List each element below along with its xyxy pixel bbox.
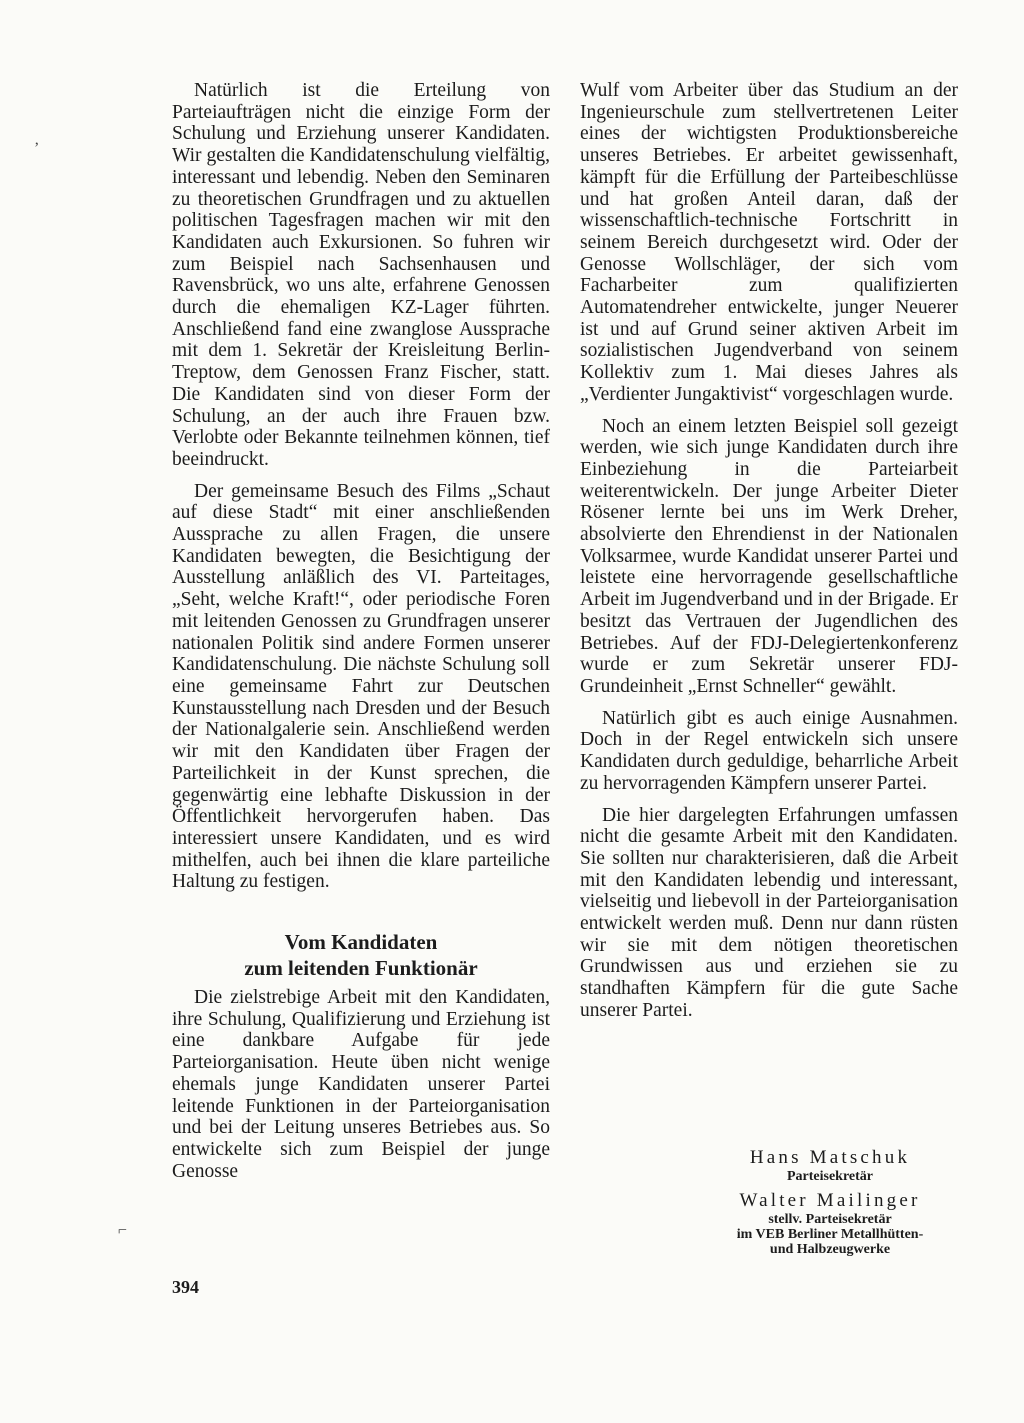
section-heading-line: zum leitenden Funktionär [244,956,478,981]
paragraph: Natürlich ist die Erteilung von Parteiaufträgen nicht die einzige Form der Schulung und Erziehung unserer Kandidaten. Wir gestalten die Kandidatenschulung vielfältig, interessant und lebendig. Neben den Seminaren zu theoretischen Grundfragen und zu aktuellen politischen Tagesfragen machen wir mit den Kandidaten auch Exkursionen. So fuhren wir zum Beispiel nach Sachsenhausen und Ravensbrück, wo uns alte, erfahrene Genossen durch die ehemaligen KZ-Lager führten. Anschließend fand eine zwanglose Aussprache mit dem 1. Sekretär der Kreisleitung Berlin-Treptow, dem Genossen Franz Fischer, statt. Die Kandidaten sind von dieser Form der Schulung, an der auch ihre Frauen bzw. Verlobte oder Bekannte teilnehmen können, tief beeindruckt. [172,80,550,470]
paragraph: Die hier dargelegten Erfahrungen umfassen nicht die gesamte Arbeit mit den Kandidaten. Sie sollten nur charakterisieren, daß die Arbeit mit den Kandidaten lebendig und interessant, vielseitig und liebevoll in der Parteiorganisation entwickelt werden muß. Denn nur dann rüsten wir sie mit dem nötigen theoretischen Grundwissen aus und erziehen sie zu standhaften Kämpfern für die gute Sache unserer Partei. [580,804,958,1021]
signatory-affiliation: und Halbzeugwerke [769,1242,891,1257]
page-number: 394 [172,1277,199,1297]
signatory-role: stellv. Parteisekretär [768,1212,892,1227]
signatory-name: Hans Matschuk [749,1147,911,1168]
paragraph: Natürlich gibt es auch einige Ausnahmen. Doch in der Regel entwickeln sich unsere Kandidaten durch geduldige, beharrliche Arbeit zu hervorragenden Kämpfern unserer Partei. [580,707,958,794]
section-heading-line: Vom Kandidaten [284,930,438,955]
left-column [172,80,550,1192]
signatory-role: Parteisekretär [786,1169,874,1184]
scan-mark: ʼ [34,140,40,157]
section-heading [172,929,550,981]
scan-mark: ⌐ [118,1222,128,1239]
paragraph: Die zielstrebige Arbeit mit den Kandidaten, ihre Schulung, Qualifizierung und Erziehung ist eine dankbare Aufgabe für jede Parteiorganisation. Heute üben nicht wenige ehemals junge Kandidaten unserer Partei leitende Funktionen in der Parteiorganisation und bei der Leitung unseres Betriebes aus. So entwickelte sich zum Beispiel der junge Genosse [172,987,550,1182]
signatory-affiliation: im VEB Berliner Metallhütten- [736,1227,924,1242]
signatory-name: Walter Mailinger [739,1190,921,1211]
paragraph: Der gemeinsame Besuch des Films „Schaut auf diese Stadt“ mit einer anschließenden Aussprache zu allen Fragen, die unsere Kandidaten bewegten, die Besichtigung der Ausstellung anläßlich des VI. Parteitages, „Seht, welche Kraft!“, oder periodische Foren mit leitenden Genossen zu Grundfragen unserer nationalen Politik sind andere Formen unserer Kandidatenschulung. Die nächste Schulung soll eine gemeinsame Fahrt zur Deutschen Kunstausstellung nach Dresden und der Besuch der Nationalgalerie sein. Anschließend werden wir mit den Kandidaten über Fragen der Parteilichkeit in der Kunst sprechen, die gegenwärtig eine lebhafte Diskussion in der Öffentlichkeit hervorgerufen haben. Das interessiert unsere Kandidaten, und es wird mithelfen, auch bei ihnen die klare parteiliche Haltung zu festigen. [172,480,550,893]
paragraph: Noch an einem letzten Beispiel soll gezeigt werden, wie sich junge Kandidaten durch ihre Einbeziehung in die Parteiarbeit weiterentwickeln. Der junge Arbeiter Dieter Rösener lernte bei uns im Werk Dreher, absolvierte den Ehrendienst in der Nationalen Volksarmee, wurde Kandidat unserer Partei und leistete eine hervorragende gesellschaftliche Arbeit im Jugendverband und in der Brigade. Er besitzt das Vertrauen der Jugendlichen des Betriebes. Auf der FDJ-Delegiertenkonferenz wurde er zum Sekretär unserer FDJ-Grundeinheit „Ernst Schneller“ gewählt. [580,415,958,697]
right-column [580,80,958,1032]
paragraph: Wulf vom Arbeiter über das Studium an der Ingenieurschule zum stellvertretenen Leiter eines der wichtigsten Produktionsbereiche unseres Betriebes. Er arbeitet gewissenhaft, kämpft für die Erfüllung der Parteibeschlüsse und hat großen Anteil daran, daß der wissenschaftlich-technische Fortschritt in seinem Bereich durchgesetzt wird. Oder der Genosse Wollschläger, der sich vom Facharbeiter zum qualifizierten Automatendreher entwickelte, junger Neuerer ist und auf Grund seiner aktiven Arbeit im sozialistischen Jugendverband von seinem Kollektiv zum 1. Mai dieses Jahres als „Verdienter Jungaktivist“ vorgeschlagen wurde. [580,80,958,405]
signature-block [690,1147,970,1263]
